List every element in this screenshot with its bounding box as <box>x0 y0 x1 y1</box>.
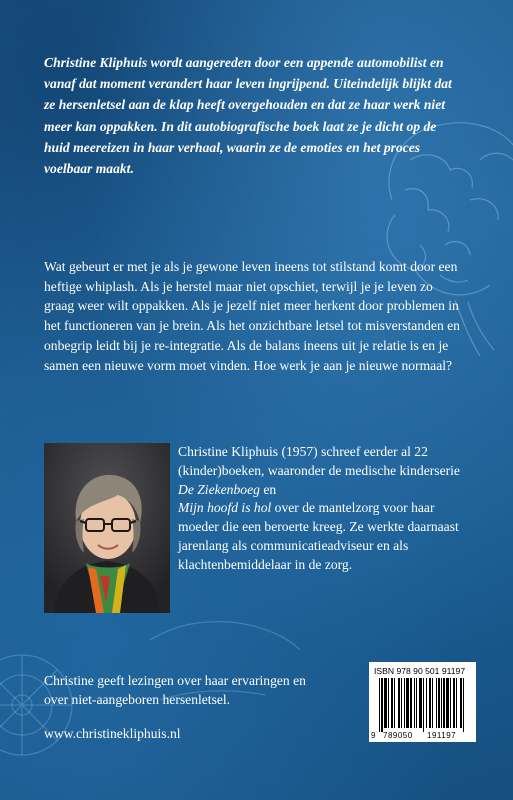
blurb-text: Christine Kliphuis wordt aangereden door een appende automobilist en vanaf dat moment verandert haar leven ingrijpend. Uiteindelijk blijkt dat ze hersenletsel aan de klap heeft overgehouden en dat ze haar werk niet meer kan oppakken. In dit autobiografische boek laat ze je dicht op de huid meereizen in haar verhaal, waarin ze de emoties en het proces voelbaar maakt. <box>44 55 452 177</box>
bio-intro: Christine Kliphuis (1957) schreef eerder al 22 (kinder)boeken, waaronder de medische kinderserie <box>178 444 460 478</box>
isbn-label: ISBN 978 90 501 91197 <box>374 666 466 676</box>
bio-mid: en <box>259 481 277 497</box>
bio-book-title-2: Mijn hoofd is hol <box>178 500 272 516</box>
ean-group-2: 191197 <box>427 731 457 740</box>
lectures-text: Christine geeft lezingen over haar ervaringen en over niet-aangeboren hersenletsel. <box>44 673 306 707</box>
bio-rest: over de mantelzorg voor haar moeder die een beroerte kreeg. Ze werkte daarnaast jarenlang als communicatieadviseur en als klachtenbemiddelaar in de zorg. <box>178 500 459 572</box>
bio-book-title-1: De Ziekenboeg <box>178 481 260 497</box>
body-text: Wat gebeurt er met je als je gewone leven ineens tot stilstand komt door een heftige whiplash. Als je herstel maar niet opschiet, terwijl je je leven zo graag weer wilt oppakken. Als je jezelf niet meer herkent door problemen in het functioneren van je brein. Als het onzichtbare letsel tot misverstanden en onbegrip leidt bij je re-integratie. Als de balans ineens uit je relatie is en je samen een nieuwe vorm moet vinden. Hoe werk je aan je nieuwe normaal? <box>44 259 460 373</box>
author-photo <box>44 443 170 613</box>
barcode-bars <box>379 678 467 732</box>
author-bio <box>178 443 478 575</box>
ean-group-1: 789050 <box>383 731 413 740</box>
ean-first-digit: 9 <box>371 731 376 740</box>
author-website: www.christinekliphuis.nl <box>44 726 181 741</box>
barcode <box>369 662 476 742</box>
